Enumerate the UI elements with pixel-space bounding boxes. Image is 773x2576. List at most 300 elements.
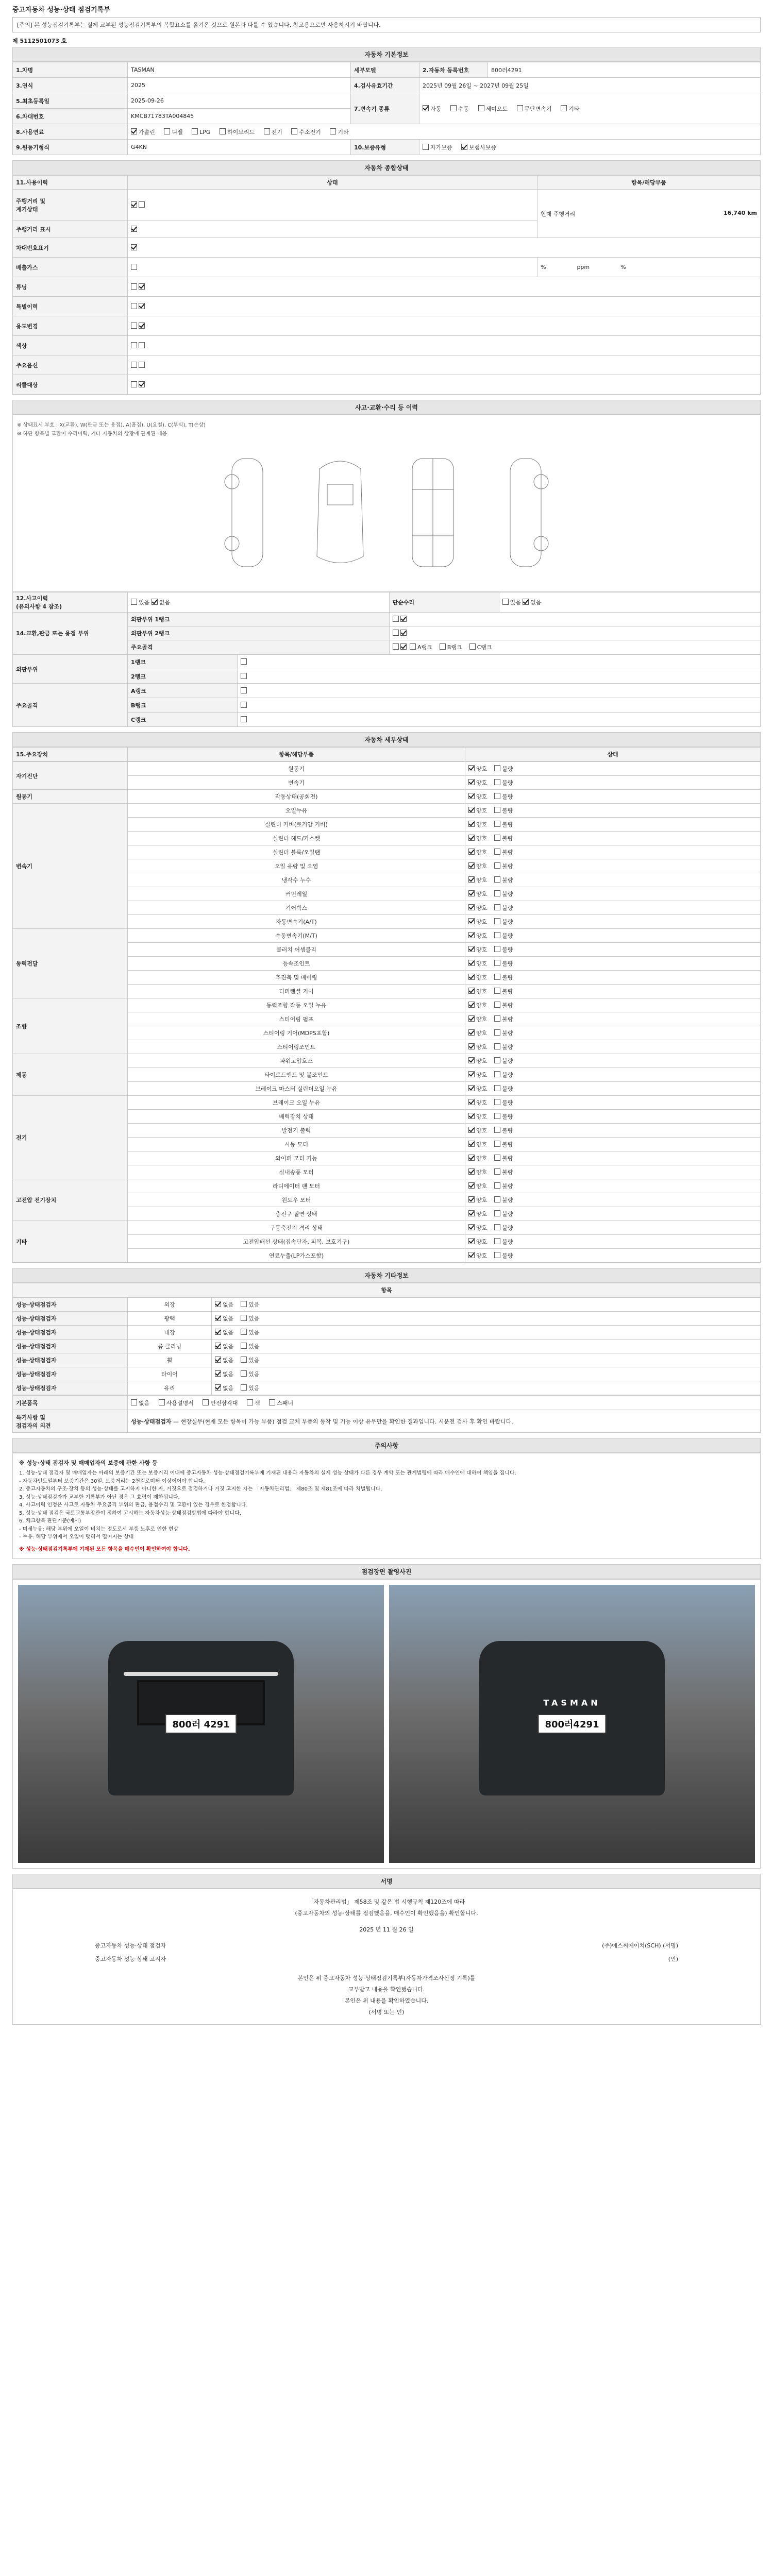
extra-state-checkbox[interactable]: [215, 1301, 221, 1307]
detail-item-label: 커먼레일: [128, 887, 465, 901]
detail-group-label: 전기: [13, 1096, 128, 1179]
detail-item-label: 등속조인트: [128, 957, 465, 971]
detail-item-label: 디퍼렌셜 기어: [128, 985, 465, 998]
sig-line-1: 「자동차관리법」 제58조 및 같은 법 시행규칙 제120조에 따라: [308, 1899, 465, 1906]
detail-item-state: 양호 불량: [465, 1012, 761, 1026]
checkbox-rank-2[interactable]: [241, 673, 247, 679]
inspector-value: (주)에스씨에이치(SCH) (서명): [602, 1942, 678, 1950]
detail-state-checkbox[interactable]: [494, 1127, 500, 1133]
detail-state-checkbox[interactable]: [494, 765, 500, 771]
section-accident: 사고·교환·수리 등 이력: [12, 400, 761, 415]
section-basic-info: 자동차 기본정보: [12, 47, 761, 62]
detail-item-label: 브레이크 오일 누유: [128, 1096, 465, 1110]
checkbox-fuel-hydrogen[interactable]: [291, 128, 297, 134]
label-exchange-parts: 14.교환,판금 또는 용접 부위: [13, 613, 128, 654]
extra-state-checkbox[interactable]: [241, 1315, 247, 1321]
detail-item-state: 양호 불량: [465, 776, 761, 790]
checkbox-usage-yes[interactable]: [131, 323, 137, 329]
detail-item-state: 양호 불량: [465, 971, 761, 985]
detail-item-label: 타이로드엔드 및 볼조인트: [128, 1068, 465, 1082]
extra-item-state: 없음 있음: [212, 1353, 761, 1367]
label-opinion-sub: 성능·상태점검자: [131, 1418, 172, 1425]
detail-header-1: 15.주요장치: [13, 748, 128, 761]
checkbox-warranty-self[interactable]: [423, 144, 429, 150]
detail-item-label: 충전구 절연 상태: [128, 1207, 465, 1221]
detail-group-label: 변속기: [13, 804, 128, 929]
detail-state-checkbox[interactable]: [468, 765, 475, 771]
detail-state-checkbox[interactable]: [494, 1029, 500, 1036]
signature-box: [12, 1889, 761, 2025]
detail-state-checkbox[interactable]: [494, 932, 500, 938]
general-header-1: 11.사용이력: [13, 176, 128, 190]
label-main-frame: 주요골격: [128, 640, 390, 654]
detail-item-label: 연료누출(LP가스포함): [128, 1249, 465, 1263]
extra-state-checkbox[interactable]: [215, 1384, 221, 1391]
detail-state-checkbox[interactable]: [468, 974, 475, 980]
checkbox-frame-yes[interactable]: [393, 643, 399, 650]
detail-item-label: 라디에이터 팬 모터: [128, 1179, 465, 1193]
label-tuning: 튜닝: [13, 277, 128, 297]
detail-item-label: 작동상태(공회전): [128, 790, 465, 804]
detail-item-state: 양호 불량: [465, 804, 761, 818]
label-basic-items: 기본품목: [13, 1396, 128, 1410]
detail-state-checkbox[interactable]: [494, 1141, 500, 1147]
front-photo: [18, 1585, 384, 1863]
extra-item-state: 없음 있음: [212, 1381, 761, 1395]
detail-state-checkbox[interactable]: [494, 876, 500, 883]
detail-state-checkbox[interactable]: [494, 988, 500, 994]
note-item: 1. 성능·상태 점검자 및 매매업자는 아래의 보증기간 또는 보증거리 이내에 중고자동차 성능·상태점검기록부에 기재된 내용과 자동차의 실제 성능·상태가 다른 경우 계약 또는 관계법령에 따라 매수인에 대하여 책임을 집니다.: [19, 1470, 516, 1477]
label-color: 색상: [13, 336, 128, 355]
detail-state-checkbox[interactable]: [468, 1224, 475, 1230]
detail-item-state: 양호 불량: [465, 915, 761, 929]
extra-group-label: 성능·상태점검자: [13, 1298, 128, 1312]
extra-item-state: 없음 있음: [212, 1312, 761, 1326]
extra-table: [12, 1283, 761, 1297]
label-special-history: 특별이력: [13, 297, 128, 316]
detail-state-checkbox[interactable]: [494, 835, 500, 841]
checkbox-options-2[interactable]: [139, 362, 145, 368]
checkbox-rank1-no[interactable]: [400, 616, 407, 622]
detail-item-label: 추진축 및 베어링: [128, 971, 465, 985]
checkbox-rank-a[interactable]: [241, 687, 247, 693]
front-plate: 800러 4291: [165, 1714, 237, 1734]
section-notes: 주의사항: [12, 1438, 761, 1453]
accident-table: 12.사고이력 (유의사항 4 참조) 있음 없음 단순수리 있음 없음 14.교환,판금 또는 용접 부위 외판부위 1랭크 외판부위 2랭크 주요골격 A랭크 B랭크 C랭크: [12, 592, 761, 654]
detail-state-checkbox[interactable]: [468, 1113, 475, 1119]
extra-state-checkbox[interactable]: [215, 1357, 221, 1363]
detail-group-label: 기타: [13, 1221, 128, 1263]
label-odometer: 주행거리 및 계기상태: [13, 190, 128, 221]
extra-state-checkbox[interactable]: [241, 1370, 247, 1377]
detail-state-checkbox[interactable]: [468, 849, 475, 855]
checkbox-transmission-manual[interactable]: [450, 105, 457, 111]
label-opinion: 특기사항 및 점검자의 의견: [13, 1410, 128, 1433]
detail-item-label: 실린더 블록/오일팬: [128, 845, 465, 859]
extra-state-checkbox[interactable]: [241, 1343, 247, 1349]
value-engine-type: G4KN: [128, 140, 351, 155]
extra-group-label: 성능·상태점검자: [13, 1367, 128, 1381]
detail-state-checkbox[interactable]: [468, 1057, 475, 1063]
detail-state-checkbox[interactable]: [494, 821, 500, 827]
warranty-options: 자가보증 보험사보증: [419, 140, 761, 155]
checkbox-fuel-gasoline[interactable]: [131, 128, 137, 134]
extra-item-state: 없음 있음: [212, 1367, 761, 1381]
checkbox-rank2-yes[interactable]: [393, 630, 399, 636]
detail-state-checkbox[interactable]: [494, 890, 500, 896]
detail-state-checkbox[interactable]: [494, 1043, 500, 1049]
exchange-rank-table: [12, 654, 761, 727]
checkbox-tuning-yes[interactable]: [131, 283, 137, 290]
detail-item-state: 양호 불량: [465, 762, 761, 776]
value-year: 2025: [128, 78, 351, 93]
detail-state-checkbox[interactable]: [494, 779, 500, 785]
note-item: - 누유: 해당 부위에서 오일이 맺혀서 떨어지는 상태: [19, 1534, 134, 1540]
detail-item-state: 양호 불량: [465, 1151, 761, 1165]
checkbox-accident-yes[interactable]: [131, 599, 137, 605]
extra-item-label: 타이어: [128, 1367, 212, 1381]
detail-item-label: 브레이크 마스터 실린더오일 누유: [128, 1082, 465, 1096]
detail-state-checkbox[interactable]: [468, 890, 475, 896]
car-side-left-diagram: [216, 453, 278, 572]
checkbox-color-1[interactable]: [131, 342, 137, 348]
checkbox-odometer-good[interactable]: [131, 201, 137, 208]
detail-state-checkbox[interactable]: [468, 918, 475, 924]
detail-item-state: 양호 불량: [465, 790, 761, 804]
checkbox-transmission-auto[interactable]: [423, 105, 429, 111]
detail-state-checkbox[interactable]: [468, 988, 475, 994]
detail-item-state: 양호 불량: [465, 901, 761, 915]
detail-item-state: 양호 불량: [465, 1026, 761, 1040]
detail-item-label: 실린더 헤드/가스켓: [128, 832, 465, 845]
note-item: 6. 체크항목 판단기준(예시): [19, 1518, 81, 1524]
car-diagrams: [17, 438, 756, 587]
detail-state-checkbox[interactable]: [494, 918, 500, 924]
detail-state-checkbox[interactable]: [494, 904, 500, 910]
section-general: 자동차 종합상태: [12, 160, 761, 175]
checkbox-basic-triangle[interactable]: [203, 1399, 209, 1405]
detail-item-state: 양호 불량: [465, 1054, 761, 1068]
extra-item-label: 내장: [128, 1326, 212, 1340]
detail-state-checkbox[interactable]: [468, 1015, 475, 1022]
detail-state-checkbox[interactable]: [494, 1071, 500, 1077]
section-photos: 점검장면 촬영사진: [12, 1564, 761, 1579]
label-reg-number: 2.자동차 등록번호: [419, 62, 488, 78]
notes-highlight: ※ 성능·상태점검기록부에 기재된 모든 항목을 매수인이 확인하여야 합니다.: [19, 1546, 190, 1552]
label-year: 3.연식: [13, 78, 128, 93]
detail-state-checkbox[interactable]: [468, 1029, 475, 1036]
detail-state-checkbox[interactable]: [468, 1182, 475, 1189]
detail-item-state: 양호 불량: [465, 859, 761, 873]
detail-item-label: 와이퍼 모터 기능: [128, 1151, 465, 1165]
detail-state-checkbox[interactable]: [468, 1155, 475, 1161]
label-inspection-period: 4.검사유효기간: [351, 78, 419, 93]
detail-item-state: 양호 불량: [465, 1249, 761, 1263]
car-diagram-box: [12, 415, 761, 592]
extra-state-checkbox[interactable]: [215, 1329, 221, 1335]
extra-state-checkbox[interactable]: [215, 1343, 221, 1349]
detail-state-checkbox[interactable]: [468, 821, 475, 827]
checkbox-repair-yes[interactable]: [502, 599, 509, 605]
section-detail: 자동차 세부상태: [12, 732, 761, 747]
detail-state-checkbox[interactable]: [494, 1015, 500, 1022]
detail-state-checkbox[interactable]: [494, 793, 500, 799]
detail-items-table: [12, 761, 761, 1263]
buyer-sign: (서명 또는 인): [368, 2009, 405, 2016]
detail-item-state: 양호 불량: [465, 1207, 761, 1221]
checkbox-frame-a[interactable]: [410, 643, 416, 650]
checkbox-emission[interactable]: [131, 264, 137, 270]
checkbox-basic-none[interactable]: [131, 1399, 137, 1405]
detail-state-checkbox[interactable]: [494, 849, 500, 855]
detail-item-label: 자동변속기(A/T): [128, 915, 465, 929]
detail-state-checkbox[interactable]: [494, 1057, 500, 1063]
checkbox-fuel-electric[interactable]: [264, 128, 270, 134]
detail-state-checkbox[interactable]: [468, 946, 475, 952]
detail-item-state: 양호 불량: [465, 873, 761, 887]
extra-state-checkbox[interactable]: [215, 1370, 221, 1377]
detail-state-checkbox[interactable]: [494, 946, 500, 952]
notes-heading: ※ 성능·상태 점검자 및 매매업자의 보증에 관한 사항 등: [19, 1460, 158, 1466]
detail-state-checkbox[interactable]: [494, 1210, 500, 1216]
photos-box: [12, 1579, 761, 1869]
detail-item-state: 양호 불량: [465, 1068, 761, 1082]
detail-item-state: 양호 불량: [465, 1110, 761, 1124]
checkbox-transmission-semi[interactable]: [478, 105, 484, 111]
extra-state-checkbox[interactable]: [241, 1357, 247, 1363]
checkbox-usage-no[interactable]: [139, 323, 145, 329]
checkbox-accident-no[interactable]: [152, 599, 158, 605]
checkbox-basic-jack[interactable]: [247, 1399, 253, 1405]
checkbox-special-no[interactable]: [139, 303, 145, 309]
detail-state-checkbox[interactable]: [468, 862, 475, 869]
label-accident-history: 12.사고이력 (유의사항 4 참조): [13, 592, 128, 613]
extra-header: 항목: [13, 1283, 761, 1297]
detail-state-checkbox[interactable]: [468, 793, 475, 799]
checkbox-transmission-etc[interactable]: [561, 105, 567, 111]
extra-state-checkbox[interactable]: [241, 1329, 247, 1335]
label-submodel: 세부모델: [351, 62, 419, 78]
checkbox-fuel-etc[interactable]: [330, 128, 336, 134]
detail-state-checkbox[interactable]: [468, 904, 475, 910]
extra-item-label: 외장: [128, 1298, 212, 1312]
car-top-front-diagram: [309, 453, 371, 572]
label-mileage-display: 주행거리 표시: [13, 221, 128, 238]
detail-state-checkbox[interactable]: [494, 1252, 500, 1258]
detail-state-checkbox[interactable]: [494, 1238, 500, 1244]
label-rank-a: A랭크: [128, 684, 238, 698]
detail-state-checkbox[interactable]: [494, 1155, 500, 1161]
extra-basic-table: 기본품목 없음 사용설명서 안전삼각대 잭 스패너 특기사항 및 점검자의 의견 성능·상태점검자 — 현장실무(현재 모든 항목이 가능 부품) 점검 교체 부품의 동작 및 기능 이상 유무만을 확인한 결과입니다. 시운전 검사 후 확인 바랍니다.: [12, 1395, 761, 1433]
detail-item-label: 구동축전지 격리 상태: [128, 1221, 465, 1235]
detail-state-checkbox[interactable]: [468, 1196, 475, 1202]
detail-item-label: 스티어링조인트: [128, 1040, 465, 1054]
note-item: 4. 사고이력 인정은 사고로 자동차 주요골격 부위의 판금, 용접수리 및 교환이 있는 경우로 한정합니다.: [19, 1502, 248, 1509]
checkbox-rank2-no[interactable]: [400, 630, 407, 636]
checkbox-recall-2[interactable]: [139, 381, 145, 387]
legend-line-1: ※ 상태표시 부호 : X(교환), W(판금 또는 용접), A(흠집), U(요철), C(부식), T(손상): [17, 422, 206, 428]
detail-state-checkbox[interactable]: [494, 1113, 500, 1119]
extra-group-label: 성능·상태점검자: [13, 1312, 128, 1326]
document-number: 제 5112501073 호: [12, 38, 67, 44]
buyer-line-3: 본인은 위 내용을 확인하였습니다.: [344, 1997, 429, 2005]
detail-state-checkbox[interactable]: [494, 960, 500, 966]
detail-state-checkbox[interactable]: [468, 1252, 475, 1258]
detail-item-state: 양호 불량: [465, 985, 761, 998]
truck-front: [108, 1641, 294, 1795]
detail-state-checkbox[interactable]: [494, 1085, 500, 1091]
detail-state-checkbox[interactable]: [468, 1210, 475, 1216]
detail-state-checkbox[interactable]: [494, 1224, 500, 1230]
value-vin: KMCB71783TA004845: [128, 109, 351, 124]
opinion-text: 현장실무(현재 모든 항목이 가능 부품) 점검 교체 부품의 동작 및 기능 이상 유무만을 확인한 결과입니다. 시운전 검사 후 확인 바랍니다.: [180, 1418, 513, 1425]
checkbox-basic-manual[interactable]: [159, 1399, 165, 1405]
label-options: 주요옵션: [13, 355, 128, 375]
document: [12, 0, 761, 2025]
label-rank2: 외판부위 2랭크: [128, 626, 390, 640]
detail-item-state: 양호 불량: [465, 929, 761, 943]
extra-state-checkbox[interactable]: [241, 1384, 247, 1391]
label-rank-b: B랭크: [128, 698, 238, 713]
detail-group-label: 자기진단: [13, 762, 128, 790]
label-engine-type: 9.원동기형식: [13, 140, 128, 155]
car-frame-diagram: [402, 453, 464, 572]
checkbox-rank-1[interactable]: [241, 658, 247, 665]
detail-state-checkbox[interactable]: [468, 807, 475, 813]
detail-state-checkbox[interactable]: [494, 1196, 500, 1202]
extra-group-label: 성능·상태점검자: [13, 1381, 128, 1395]
value-reg-number: 800러4291: [488, 62, 761, 78]
extra-state-checkbox[interactable]: [215, 1315, 221, 1321]
detail-group-label: 동력전달: [13, 929, 128, 998]
label-warranty: 10.보증유형: [351, 140, 419, 155]
detail-state-checkbox[interactable]: [468, 1127, 475, 1133]
detail-state-checkbox[interactable]: [468, 1168, 475, 1175]
detail-item-state: 양호 불량: [465, 1096, 761, 1110]
detail-state-checkbox[interactable]: [494, 862, 500, 869]
checkbox-basic-spanner[interactable]: [269, 1399, 275, 1405]
detail-item-state: 양호 불량: [465, 845, 761, 859]
extra-group-label: 성능·상태점검자: [13, 1326, 128, 1340]
extra-state-checkbox[interactable]: [241, 1301, 247, 1307]
detail-item-state: 양호 불량: [465, 1165, 761, 1179]
detail-state-checkbox[interactable]: [468, 1099, 475, 1105]
detail-state-checkbox[interactable]: [494, 1002, 500, 1008]
label-recall: 리콜대상: [13, 375, 128, 395]
checkbox-frame-b[interactable]: [440, 643, 446, 650]
value-car-name: TASMAN: [128, 62, 351, 78]
detail-item-label: 배력장치 상태: [128, 1110, 465, 1124]
section-extra: 자동차 기타정보: [12, 1268, 761, 1283]
detail-item-state: 양호 불량: [465, 818, 761, 832]
detail-item-label: 오일누유: [128, 804, 465, 818]
detail-item-state: 양호 불량: [465, 1193, 761, 1207]
detail-item-label: 클러치 어셈블리: [128, 943, 465, 957]
detail-state-checkbox[interactable]: [468, 835, 475, 841]
detail-state-checkbox[interactable]: [494, 974, 500, 980]
checkbox-color-2[interactable]: [139, 342, 145, 348]
value-mileage: 16,740 km: [723, 209, 757, 216]
general-header-2: 상태: [128, 176, 537, 190]
label-first-reg: 5.최초등록일: [13, 93, 128, 109]
checkbox-frame-no[interactable]: [400, 643, 407, 650]
checkbox-fuel-diesel[interactable]: [164, 128, 170, 134]
checkbox-rank-b[interactable]: [241, 702, 247, 708]
detail-item-label: 발전기 출력: [128, 1124, 465, 1138]
detail-state-checkbox[interactable]: [468, 1043, 475, 1049]
checkbox-frame-c[interactable]: [469, 643, 476, 650]
detail-state-checkbox[interactable]: [468, 932, 475, 938]
detail-item-label: 실린더 커버(로커암 커버): [128, 818, 465, 832]
general-header-3: 항목/해당부품: [537, 176, 761, 190]
checkbox-mileage-display[interactable]: [131, 226, 137, 232]
label-vin: 6.차대번호: [13, 109, 128, 124]
checkbox-vin-good[interactable]: [131, 244, 137, 250]
detail-state-checkbox[interactable]: [494, 1168, 500, 1175]
note-item: 2. 중고자동차의 구조·장치 등의 성능·상태를 고지하지 아니한 자, 거짓으로 점검하거나 거짓 고지한 자는 「자동차관리법」 제80조 및 제81조에 따라 처벌됩니다.: [19, 1486, 382, 1493]
extra-item-state: 없음 있음: [212, 1340, 761, 1353]
general-table: [12, 175, 761, 395]
checkbox-options-1[interactable]: [131, 362, 137, 368]
rear-plate: 800러4291: [537, 1714, 606, 1734]
label-rank-1: 1랭크: [128, 655, 238, 669]
emission-unit-1: %: [541, 264, 546, 270]
truck-rear: [479, 1641, 665, 1795]
checkbox-fuel-hybrid[interactable]: [220, 128, 226, 134]
detail-state-checkbox[interactable]: [468, 1141, 475, 1147]
detail-item-label: 오일 유량 및 오염: [128, 859, 465, 873]
emission-unit-2: ppm: [577, 264, 590, 270]
detail-state-checkbox[interactable]: [468, 1085, 475, 1091]
checkbox-transmission-cvt[interactable]: [517, 105, 523, 111]
detail-state-checkbox[interactable]: [468, 1071, 475, 1077]
detail-state-checkbox[interactable]: [494, 1182, 500, 1189]
detail-item-state: 양호 불량: [465, 1179, 761, 1193]
notice: [주의] 본 성능점검기록부는 실제 교부된 성능점검기록부의 복합요소를 옮겨온 것으로 원본과 다를 수 있습니다. 참고용으로만 사용하시기 바랍니다.: [12, 17, 761, 32]
extra-item-label: 광택: [128, 1312, 212, 1326]
detail-state-checkbox[interactable]: [468, 876, 475, 883]
fuel-options: 가솔린 디젤 LPG 하이브리드 전기 수소전기 기타: [128, 124, 761, 140]
detail-header-3: 상태: [465, 748, 761, 761]
detail-state-checkbox[interactable]: [468, 1002, 475, 1008]
detail-state-checkbox[interactable]: [468, 1238, 475, 1244]
detail-state-checkbox[interactable]: [468, 779, 475, 785]
checkbox-fuel-lpg[interactable]: [192, 128, 198, 134]
label-rank-c: C랭크: [128, 713, 238, 727]
detail-item-label: 변속기: [128, 776, 465, 790]
checkbox-tuning-no[interactable]: [139, 283, 145, 290]
detail-state-checkbox[interactable]: [468, 960, 475, 966]
checkbox-special-yes[interactable]: [131, 303, 137, 309]
checkbox-recall-1[interactable]: [131, 381, 137, 387]
detail-state-checkbox[interactable]: [494, 807, 500, 813]
checkbox-repair-no[interactable]: [523, 599, 529, 605]
emission-unit-3: %: [620, 264, 626, 270]
detail-group-label: 조향: [13, 998, 128, 1054]
detail-state-checkbox[interactable]: [494, 1099, 500, 1105]
checkbox-warranty-insurer[interactable]: [461, 144, 467, 150]
checkbox-rank-c[interactable]: [241, 716, 247, 722]
checkbox-odometer-bad[interactable]: [139, 201, 145, 208]
detail-item-state: 양호 불량: [465, 1138, 761, 1151]
label-fuel: 8.사용연료: [13, 124, 128, 140]
notifier-value: (인): [668, 1956, 678, 1963]
detail-item-state: 양호 불량: [465, 832, 761, 845]
detail-item-state: 양호 불량: [465, 1040, 761, 1054]
detail-item-state: 양호 불량: [465, 1235, 761, 1249]
checkbox-rank1-yes[interactable]: [393, 616, 399, 622]
detail-header-2: 항목/해당부품: [128, 748, 465, 761]
